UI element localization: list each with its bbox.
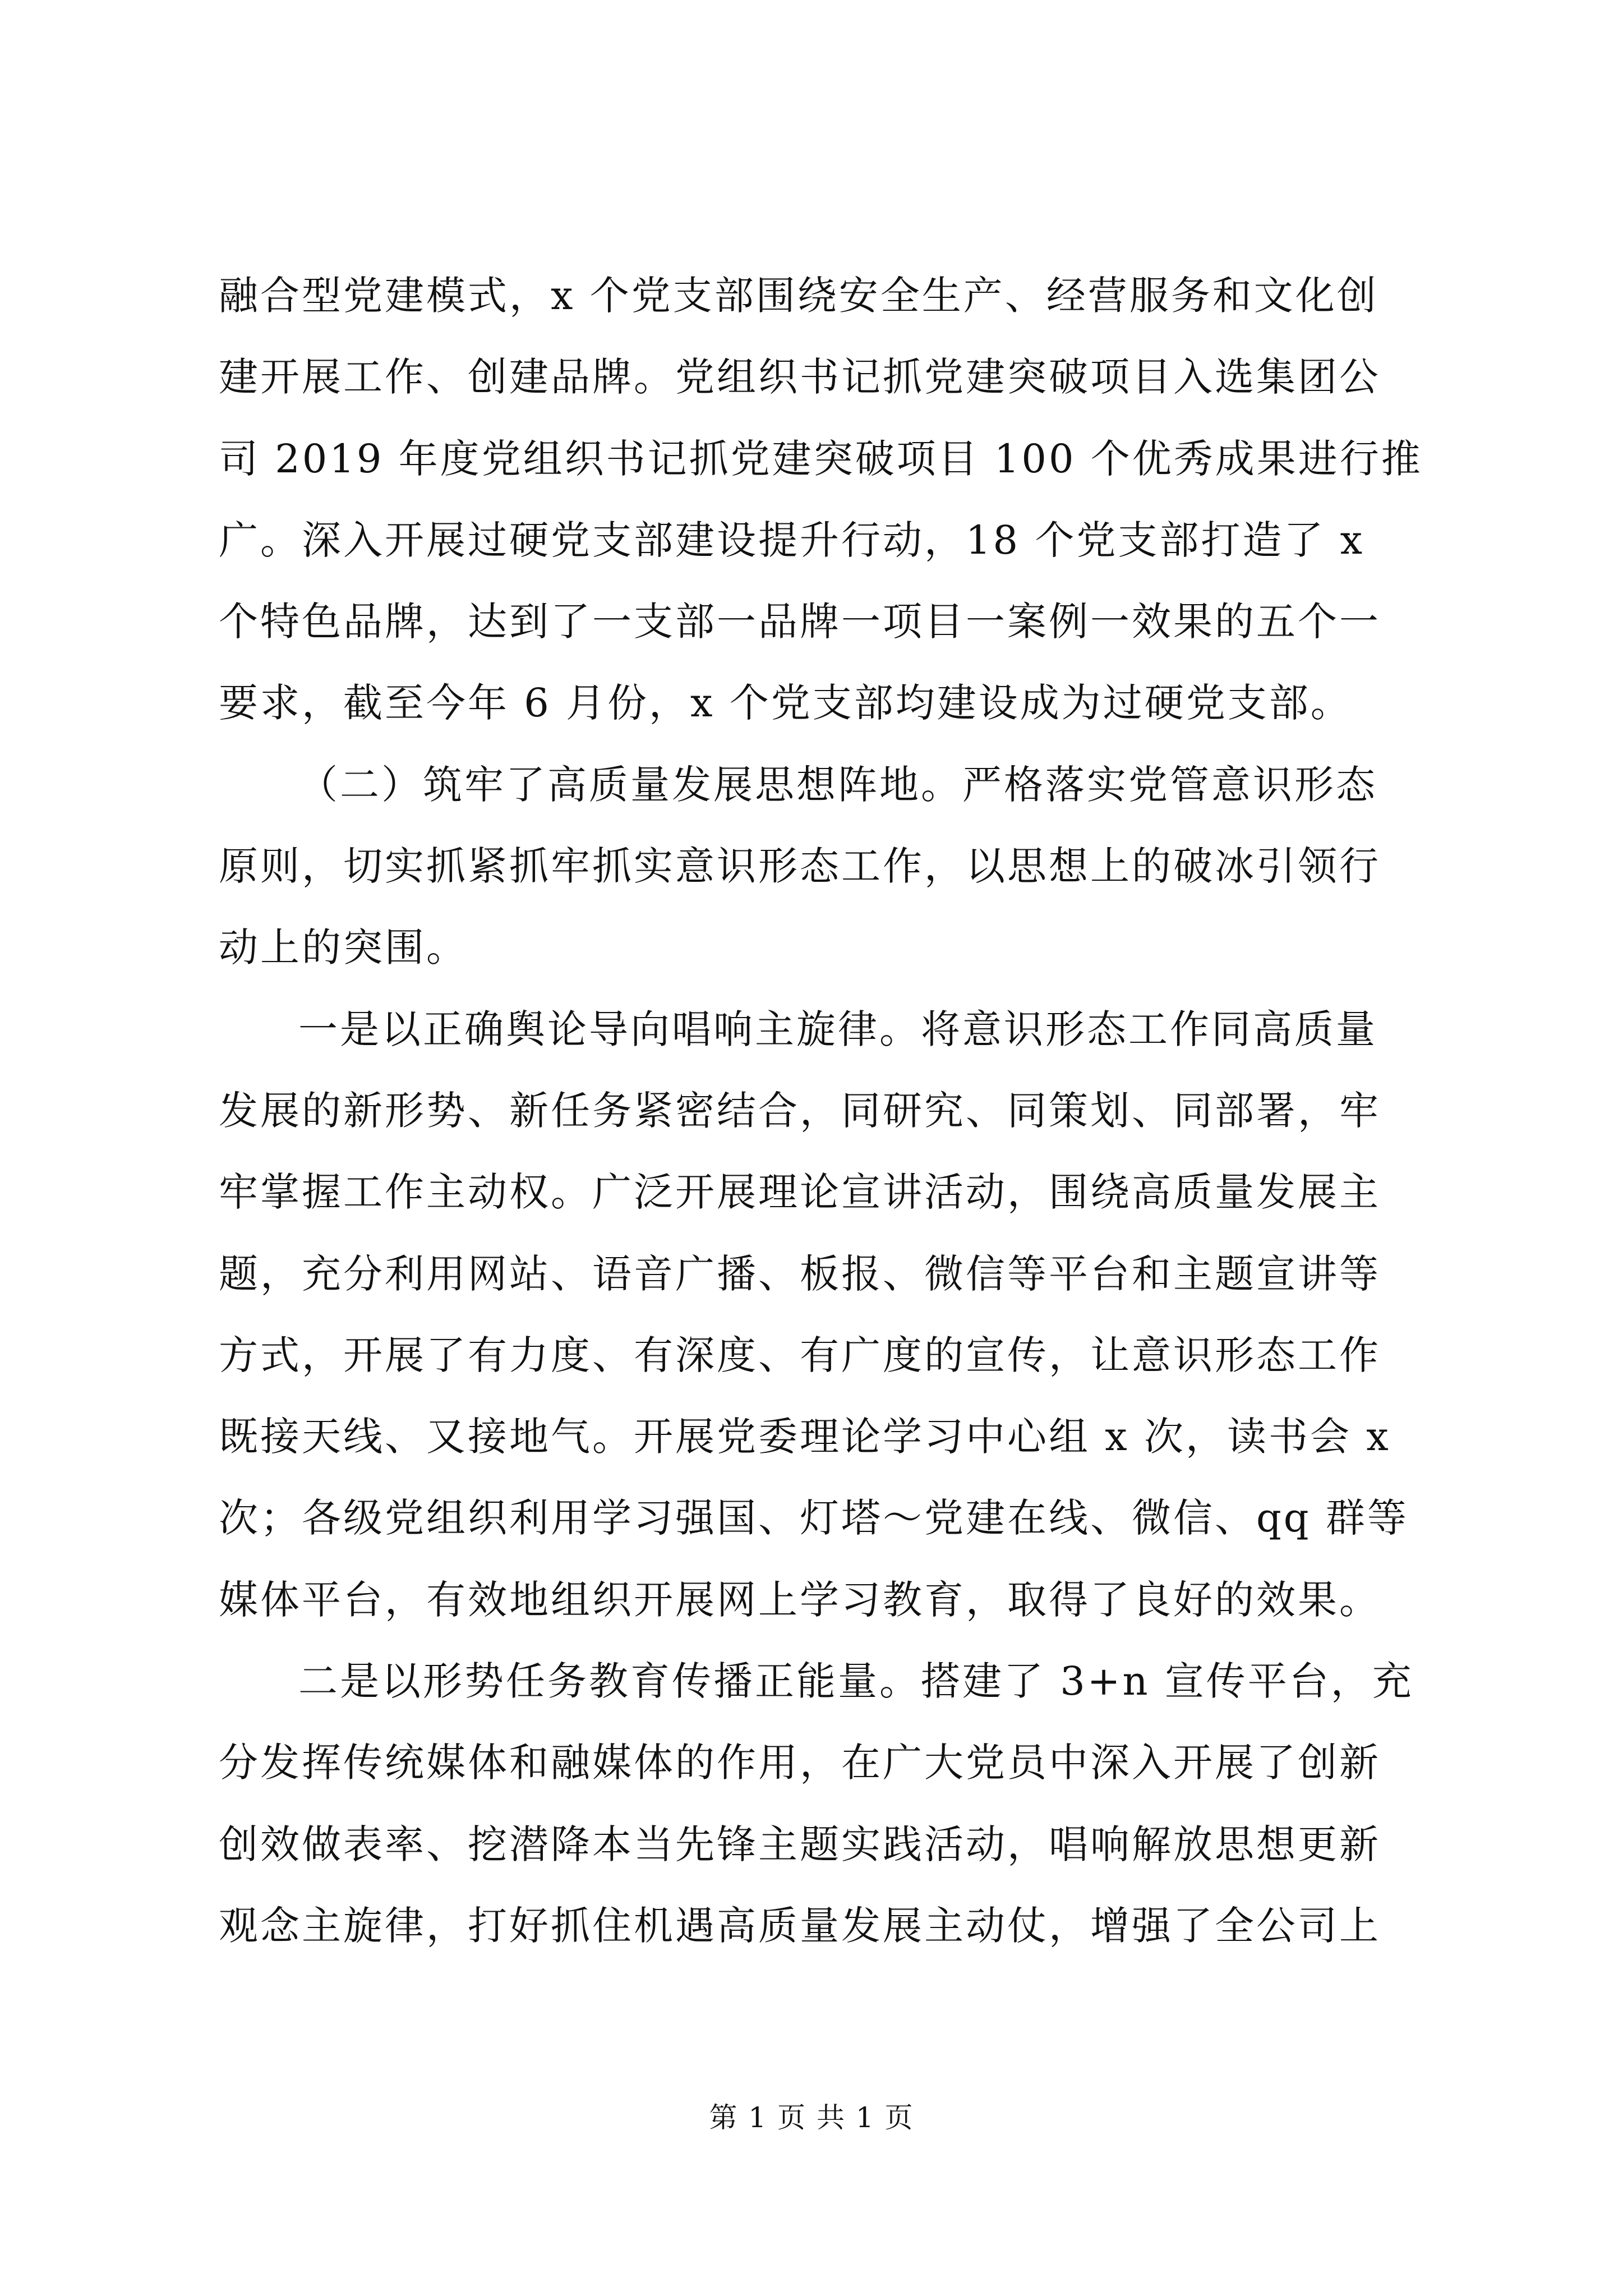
paragraph-continuation xyxy=(219,255,1441,744)
paragraph-section-two xyxy=(219,744,1441,989)
text-line: 既接天线、又接地气。开展党委理论学习中心组 x 次，读书会 x xyxy=(219,1414,1391,1460)
text-line: 次；各级党组织利用学习强国、灯塔～党建在线、微信、qq 群等 xyxy=(219,1495,1409,1542)
paragraph-point-one xyxy=(219,989,1441,1641)
text-line: 分发挥传统媒体和融媒体的作用，在广大党员中深入开展了创新 xyxy=(219,1740,1381,1786)
text-line: 题，充分利用网站、语音广播、板报、微信等平台和主题宣讲等 xyxy=(219,1250,1381,1297)
text-line: 创效做表率、挖潜降本当先锋主题实践活动，唱响解放思想更新 xyxy=(219,1821,1381,1867)
paragraph-point-two xyxy=(219,1641,1441,1967)
text-line: 牢掌握工作主动权。广泛开展理论宣讲活动，围绕高质量发展主 xyxy=(219,1169,1381,1216)
text-line: 观念主旋律，打好抓住机遇高质量发展主动仗，增强了全公司上 xyxy=(219,1902,1381,1949)
text-line: （二）筑牢了高质量发展思想阵地。严格落实党管意识形态 xyxy=(298,761,1377,808)
text-line: 发展的新形势、新任务紧密结合，同研究、同策划、同部署，牢 xyxy=(219,1087,1381,1134)
text-line: 二是以形势任务教育传播正能量。搭建了 3+n 宣传平台，充 xyxy=(298,1658,1414,1705)
text-line: 原则，切实抓紧抓牢抓实意识形态工作，以思想上的破冰引领行 xyxy=(219,843,1381,890)
page-footer: 第 1 页 共 1 页 xyxy=(709,2101,914,2134)
text-line: 一是以正确舆论导向唱响主旋律。将意识形态工作同高质量 xyxy=(298,1006,1377,1052)
text-line: 媒体平台，有效地组织开展网上学习教育，取得了良好的效果。 xyxy=(219,1576,1381,1623)
text-line: 建开展工作、创建品牌。党组织书记抓党建突破项目入选集团公 xyxy=(219,354,1381,401)
text-line: 广。深入开展过硬党支部建设提升行动，18 个党支部打造了 x xyxy=(219,517,1365,563)
text-line: 融合型党建模式，x 个党支部围绕安全生产、经营服务和文化创 xyxy=(219,273,1378,319)
text-line: 方式，开展了有力度、有深度、有广度的宣传，让意识形态工作 xyxy=(219,1332,1381,1378)
text-line: 个特色品牌，达到了一支部一品牌一项目一案例一效果的五个一 xyxy=(219,599,1381,645)
text-line: 司 2019 年度党组织书记抓党建突破项目 100 个优秀成果进行推 xyxy=(219,435,1423,482)
text-line: 要求，截至今年 6 月份，x 个党支部均建设成为过硬党支部。 xyxy=(219,680,1352,726)
document-body xyxy=(219,255,1441,1967)
text-line: 动上的突围。 xyxy=(219,924,468,971)
